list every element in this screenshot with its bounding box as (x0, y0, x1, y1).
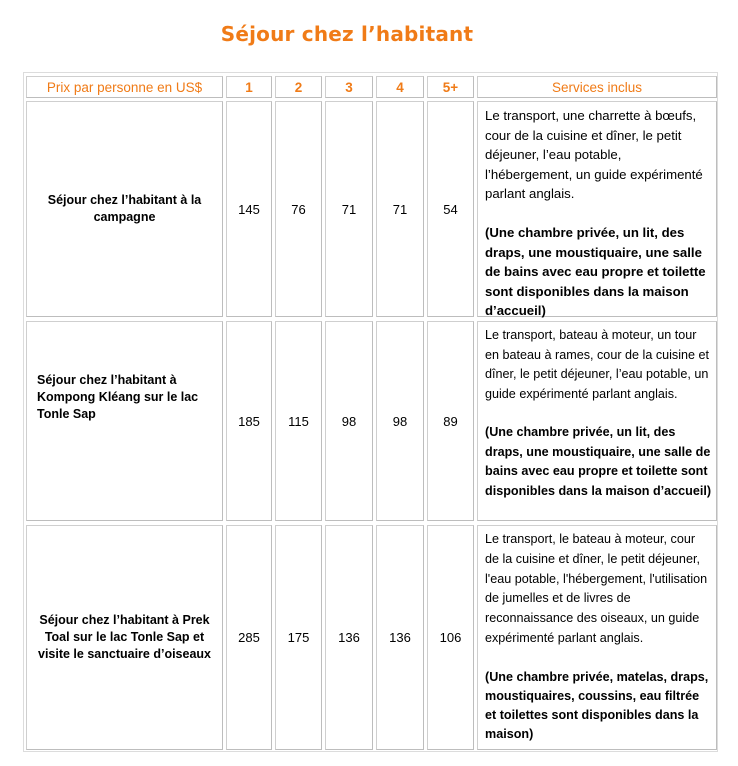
services-text: Le transport, une charrette à bœufs, cour de la cuisine et dîner, le petit déjeuner, l’eau potable, l’hébergement, un guide expérimenté parlant anglais. (485, 108, 703, 202)
price-cell: 71 (325, 101, 373, 317)
services-text: Le transport, bateau à moteur, un tour en bateau à rames, cour de la cuisine et dîner, le petit déjeuner, l’eau potable, un guide expérimenté parlant anglais. (485, 328, 710, 401)
header-price-label: Prix par personne en US$ (26, 76, 223, 98)
header-persons-2: 2 (275, 76, 322, 98)
price-cell: 71 (376, 101, 424, 317)
price-cell: 285 (226, 525, 272, 750)
price-cell: 185 (226, 321, 272, 521)
header-persons-3: 3 (325, 76, 373, 98)
services-note: (Une chambre privée, un lit, des draps, une moustiquaire, une salle de bains avec eau propre et toilette sont disponibles dans la maison d’accueil) (485, 224, 706, 319)
services-cell (477, 101, 717, 317)
price-cell: 98 (376, 321, 424, 521)
services-cell (477, 321, 717, 521)
services-text: Le transport, le bateau à moteur, cour de la cuisine et dîner, le petit déjeuner, l'eau potable, l'hébergement, l'utilisation de jumelles et de livres de reconnaissance des oiseaux, un guide expérimenté parlant anglais. (485, 532, 708, 645)
price-cell: 136 (376, 525, 424, 750)
header-persons-1: 1 (226, 76, 272, 98)
price-cell: 136 (325, 525, 373, 750)
services-note: (Une chambre privée, un lit, des draps, une moustiquaire, une salle de bains avec eau propre et toilette sont disponibles dans la maison d’accueil) (485, 425, 712, 498)
header-services: Services inclus (477, 76, 717, 98)
price-cell: 145 (226, 101, 272, 317)
table-row-name: Séjour chez l’habitant à Kompong Kléang sur le lac Tonle Sap (26, 321, 223, 521)
price-cell: 175 (275, 525, 322, 750)
header-persons-5plus: 5+ (427, 76, 474, 98)
price-cell: 76 (275, 101, 322, 317)
page-title: Séjour chez l’habitant (220, 22, 474, 46)
services-note: (Une chambre privée, matelas, draps, moustiquaires, coussins, eau filtrée et toilettes sont disponibles dans la maison) (485, 669, 709, 741)
price-cell: 54 (427, 101, 474, 317)
table-row-name: Séjour chez l’habitant à la campagne (26, 101, 223, 317)
price-cell: 98 (325, 321, 373, 521)
price-cell: 106 (427, 525, 474, 750)
pricing-table (23, 72, 718, 752)
table-row-name: Séjour chez l’habitant à Prek Toal sur le lac Tonle Sap et visite le sanctuaire d’oiseaux (26, 525, 223, 750)
price-cell: 115 (275, 321, 322, 521)
header-persons-4: 4 (376, 76, 424, 98)
services-cell (477, 525, 717, 750)
price-cell: 89 (427, 321, 474, 521)
